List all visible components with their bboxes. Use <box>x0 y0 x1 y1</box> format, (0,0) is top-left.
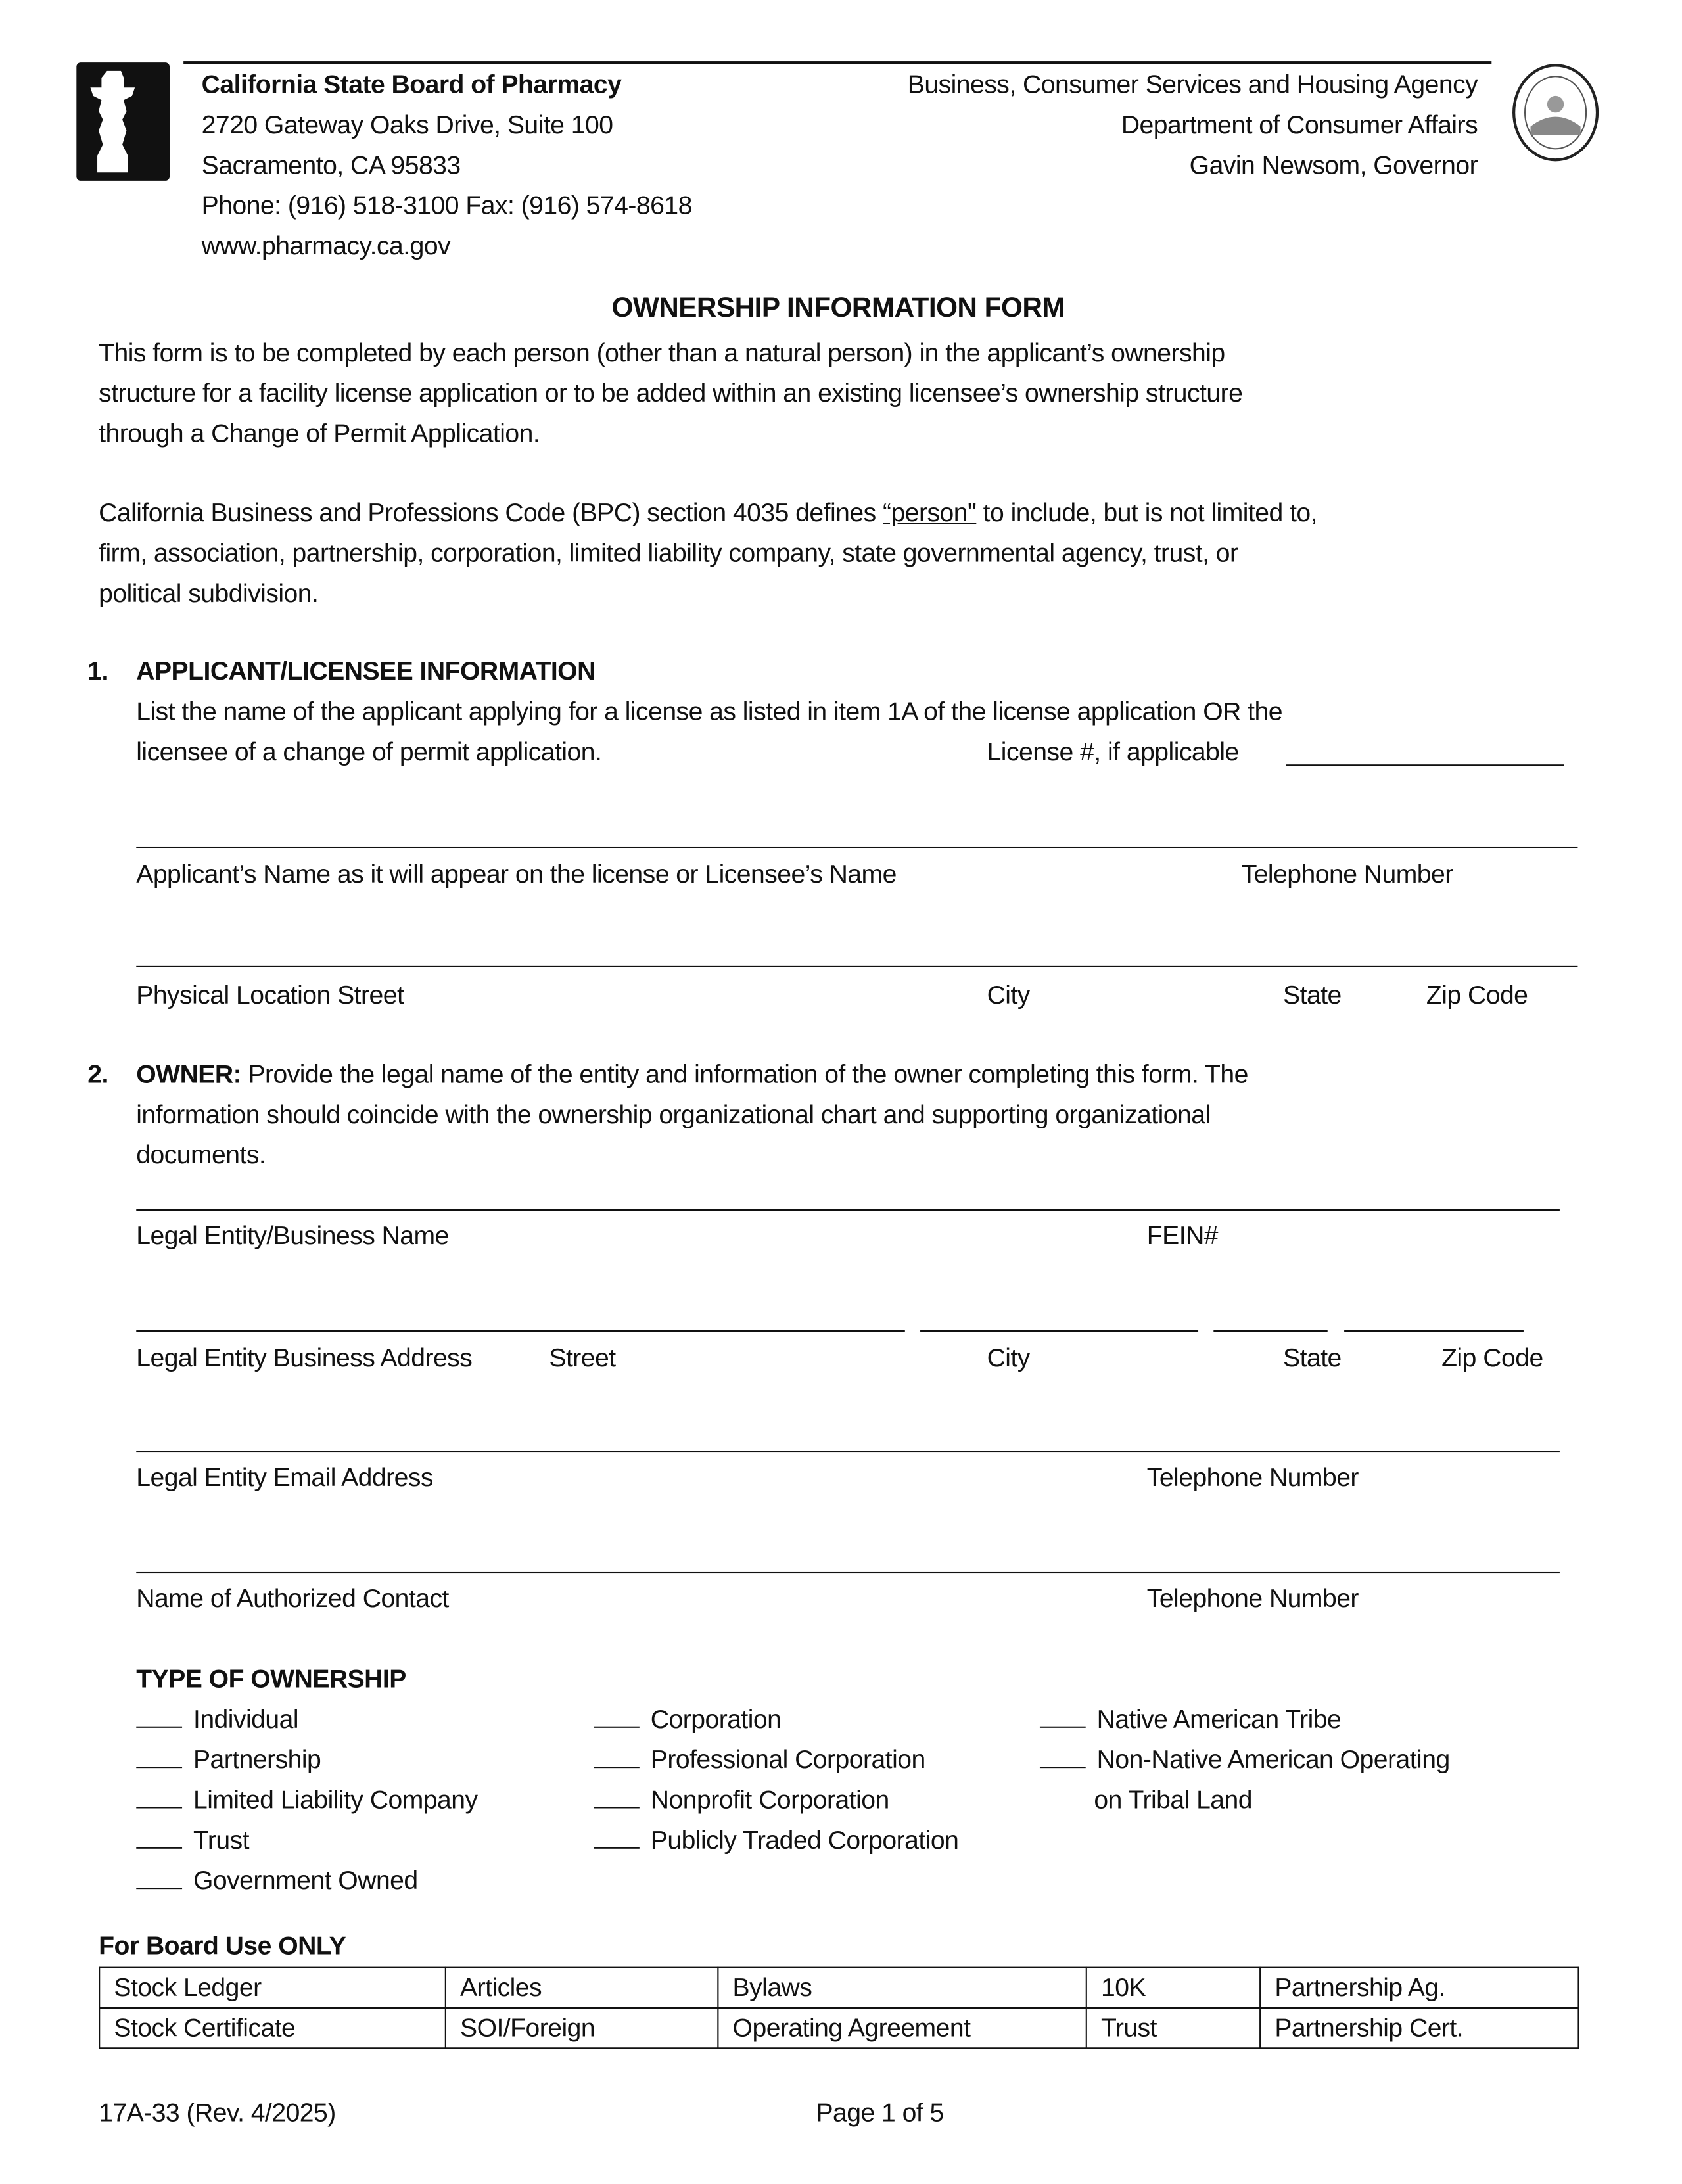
table-cell: Operating Agreement <box>718 2008 1086 2048</box>
table-cell: Partnership Ag. <box>1260 1968 1578 2008</box>
entity-street-field[interactable] <box>136 1330 905 1332</box>
option-label: Trust <box>193 1824 250 1855</box>
ownership-option-professional-corp[interactable] <box>594 1743 925 1777</box>
intro-line: through a Change of Permit Application. <box>99 418 540 448</box>
street-label: Physical Location Street <box>136 980 404 1010</box>
bpc-text: California Business and Professions Code (BPC) section 4035 defines <box>99 498 883 527</box>
governor-name: Gavin Newsom, Governor <box>1189 150 1478 179</box>
form-id: 17A-33 (Rev. 4/2025) <box>99 2097 336 2127</box>
ownership-option-llc[interactable] <box>136 1783 477 1817</box>
bpc-text: to include, but is not limited to, <box>976 498 1317 527</box>
form-title: OWNERSHIP INFORMATION FORM <box>611 293 1065 324</box>
entity-phone-label: Telephone Number <box>1146 1462 1359 1492</box>
department-name: Department of Consumer Affairs <box>1121 110 1478 139</box>
ownership-option-nonprofit[interactable] <box>594 1783 889 1817</box>
entity-city-label: City <box>987 1342 1030 1372</box>
option-label-cont: on Tribal Land <box>1094 1784 1253 1814</box>
option-label: Individual <box>193 1704 299 1734</box>
option-label: Partnership <box>193 1744 321 1774</box>
entity-state-field[interactable] <box>1213 1330 1327 1332</box>
bpc-line <box>99 496 1317 530</box>
zip-label: Zip Code <box>1426 980 1528 1010</box>
applicant-name-label: Applicant’s Name as it will appear on the license or Licensee’s Name <box>136 859 897 889</box>
license-number-label: License #, if applicable <box>987 736 1239 766</box>
physical-location-field[interactable] <box>136 966 1577 967</box>
ownership-option-partnership[interactable] <box>136 1743 321 1777</box>
entity-address-label: Legal Entity Business Address <box>136 1342 473 1372</box>
table-cell: 10K <box>1086 1968 1260 2008</box>
intro-line: This form is to be completed by each person (other than a natural person) in the applicant’s ownership <box>99 337 1225 367</box>
header-rule <box>183 61 1491 64</box>
intro-line: structure for a facility license application or to be added within an existing licensee’s ownership structure <box>99 378 1243 407</box>
entity-zip-field[interactable] <box>1344 1330 1524 1332</box>
applicant-name-field[interactable] <box>136 847 1577 848</box>
legal-entity-label: Legal Entity/Business Name <box>136 1220 449 1250</box>
board-phone-fax: Phone: (916) 518-3100 Fax: (916) 574-8618 <box>201 190 692 220</box>
table-row <box>99 2008 1578 2048</box>
license-number-field[interactable] <box>1286 764 1564 766</box>
entity-email-field[interactable] <box>136 1451 1560 1452</box>
entity-zip-label: Zip Code <box>1441 1342 1543 1372</box>
option-label: Government Owned <box>193 1865 418 1895</box>
table-cell: Articles <box>446 1968 718 2008</box>
section-2-number: 2. <box>87 1059 108 1088</box>
page-number: Page 1 of 5 <box>816 2097 944 2127</box>
ownership-option-non-native[interactable] <box>1040 1743 1450 1777</box>
table-cell: Stock Ledger <box>99 1968 446 2008</box>
authorized-contact-label: Name of Authorized Contact <box>136 1583 449 1613</box>
ownership-option-corporation[interactable] <box>594 1703 781 1736</box>
telephone-label: Telephone Number <box>1241 859 1453 889</box>
entity-city-field[interactable] <box>920 1330 1198 1332</box>
board-use-heading: For Board Use ONLY <box>99 1930 346 1961</box>
option-label: Native American Tribe <box>1096 1704 1342 1734</box>
ownership-option-public[interactable] <box>594 1824 958 1857</box>
section-2-text: information should coincide with the ownership organizational chart and supporting organizational <box>136 1099 1211 1129</box>
option-label: Nonprofit Corporation <box>650 1784 889 1814</box>
option-label: Corporation <box>650 1704 782 1734</box>
board-use-table <box>99 1967 1579 2049</box>
entity-email-label: Legal Entity Email Address <box>136 1462 433 1492</box>
pharmacy-logo <box>76 62 170 181</box>
fein-label: FEIN# <box>1146 1220 1219 1250</box>
bpc-line: firm, association, partnership, corporation, limited liability company, state governmental agency, trust, or <box>99 538 1238 567</box>
agency-name: Business, Consumer Services and Housing Agency <box>907 69 1478 99</box>
ownership-option-government[interactable] <box>136 1864 417 1897</box>
table-cell: Partnership Cert. <box>1260 2008 1578 2048</box>
section-1-text: licensee of a change of permit application. <box>136 736 602 766</box>
option-label: Limited Liability Company <box>193 1784 478 1814</box>
section-2-desc: Provide the legal name of the entity and information of the owner completing this form. The <box>241 1059 1248 1088</box>
option-label: Non-Native American Operating <box>1096 1744 1450 1774</box>
board-address: 2720 Gateway Oaks Drive, Suite 100 <box>201 110 613 139</box>
table-cell: Bylaws <box>718 1968 1086 2008</box>
legal-entity-name-field[interactable] <box>136 1209 1560 1211</box>
table-cell: Trust <box>1086 2008 1260 2048</box>
table-row <box>99 1968 1578 2008</box>
option-label: Professional Corporation <box>650 1744 925 1774</box>
bpc-line: political subdivision. <box>99 578 319 608</box>
entity-state-label: State <box>1283 1342 1342 1372</box>
section-1-number: 1. <box>87 656 108 685</box>
ownership-option-individual[interactable] <box>136 1703 298 1736</box>
state-label: State <box>1283 980 1342 1010</box>
ownership-option-tribe[interactable] <box>1040 1703 1341 1736</box>
state-seal-icon <box>1511 62 1600 162</box>
person-link[interactable]: “person" <box>882 498 977 527</box>
section-2-heading: OWNER: <box>136 1059 242 1088</box>
city-label: City <box>987 980 1030 1010</box>
board-city: Sacramento, CA 95833 <box>201 150 461 179</box>
table-cell: Stock Certificate <box>99 2008 446 2048</box>
authorized-contact-field[interactable] <box>136 1572 1560 1573</box>
section-1-text: List the name of the applicant applying for a license as listed in item 1A of the license application OR the <box>136 696 1282 726</box>
contact-phone-label: Telephone Number <box>1146 1583 1359 1613</box>
california-seal <box>1511 62 1600 162</box>
board-name: California State Board of Pharmacy <box>201 69 622 99</box>
option-label: Publicly Traded Corporation <box>650 1824 959 1855</box>
table-cell: SOI/Foreign <box>446 2008 718 2048</box>
board-website[interactable]: www.pharmacy.ca.gov <box>201 231 451 260</box>
section-2-text <box>136 1057 1248 1091</box>
section-2-text: documents. <box>136 1140 266 1169</box>
ownership-heading: TYPE OF OWNERSHIP <box>136 1663 406 1693</box>
mortar-pestle-icon <box>76 62 170 181</box>
ownership-option-trust[interactable] <box>136 1824 249 1857</box>
entity-street-label: Street <box>549 1342 616 1372</box>
section-1-heading: APPLICANT/LICENSEE INFORMATION <box>136 656 596 685</box>
